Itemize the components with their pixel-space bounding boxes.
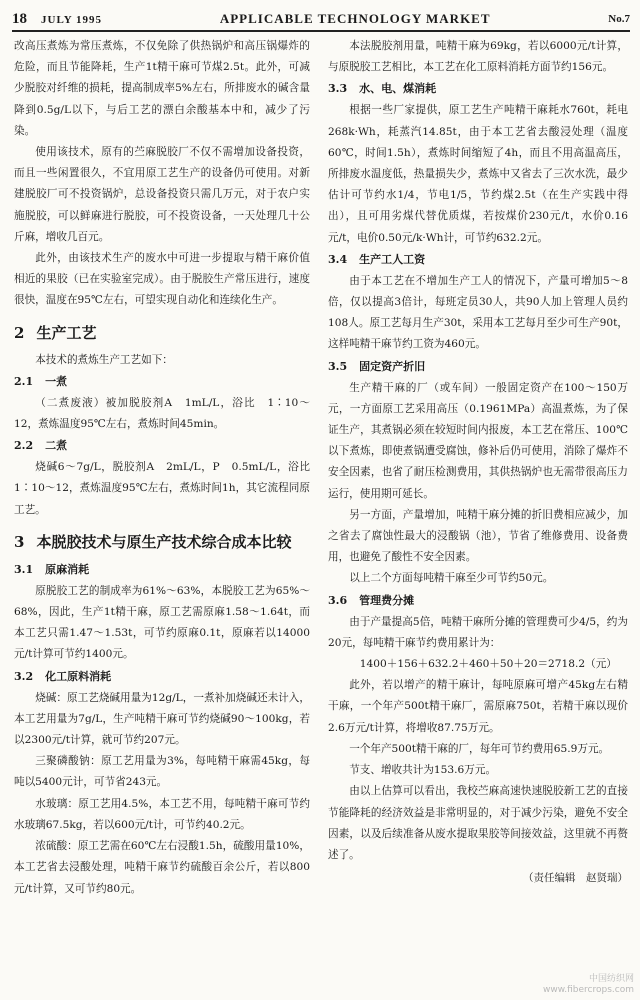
page-header (12, 8, 630, 32)
cost-formula: 1400＋156＋632.2＋460＋50＋20＝2718.2（元） (359, 658, 617, 671)
subsection-heading (14, 371, 310, 393)
paragraph: 改高压煮炼为常压煮炼，不仅免除了供热锅炉和高压锅爆炸的危险，而且节能降耗，生产1t精干麻可节煤2.5t。此外，可减少脱胶对纤维的损耗，提高制成率5%左右，所排废水的碱含量降到0.5g/L以下，与后工艺的漂白余酸基本中和，减少了污染。 (14, 40, 310, 137)
heading-text: 本脱胶技术与原生产技术综合成本比较 (36, 532, 292, 551)
heading-number: 3.2 (14, 669, 34, 683)
heading-number: 3.1 (14, 562, 34, 576)
heading-number: 3.3 (328, 82, 348, 96)
page-number: 18 (12, 10, 27, 27)
heading-text: 管理费分摊 (359, 593, 415, 607)
right-column (328, 36, 628, 982)
subsection-heading (328, 356, 628, 378)
heading-text: 固定资产折旧 (359, 359, 426, 373)
subsection-heading (328, 590, 628, 612)
watermark-line-2: www.fibercrops.com (543, 985, 634, 995)
paragraph: 本法脱胶剂用量，吨精干麻为69kg，若以6000元/t计算，与原脱胶工艺相比，本工艺在化工原料消耗方面节约156元。 (328, 40, 628, 74)
heading-number: 2.2 (14, 439, 34, 453)
paragraph: 节支、增收共计为153.6万元。 (349, 764, 497, 777)
heading-text: 生产工艺 (36, 323, 97, 342)
heading-number: 3.6 (328, 593, 348, 607)
paragraph: 根据一些厂家提供，原工艺生产吨精干麻耗水760t，耗电268k·Wh，耗蒸汽14.85t，由于本工艺省去酸浸处理（温度60℃，时间1.5h），煮炼时间缩短了4h，而且不用高温高压，所排废水温度低，热量损失少，煮炼中又省去了三次水洗，最少估计可节约水1/4，节电1/5，节约煤2.5t（在生产实践中得出），且可用劣煤代替优质煤，若按煤价230元/t，水价0.16元/t，电价0.50元/k·Wh计，可节约632.2元。 (328, 104, 628, 244)
heading-text: 生产工人工资 (359, 252, 426, 266)
paragraph: 原脱胶工艺的制成率为61%～63%，本脱胶工艺为65%～68%，因此，生产1t精干麻，原工艺需原麻1.58～1.64t，而本工艺只需1.47～1.53t，可节约原麻0.1t，原麻若以14000元/t计算可节约1400元。 (14, 584, 310, 661)
heading-number: 2.1 (14, 374, 34, 388)
paragraph: 本技术的煮炼生产工艺如下： (35, 353, 173, 366)
paragraph: 由于产量提高5倍，吨精干麻所分摊的管理费可少4/5，约为20元，每吨精干麻节约费用累计为： (328, 615, 628, 649)
heading-text: 二煮 (45, 439, 68, 453)
heading-text: 水、电、煤消耗 (359, 82, 437, 96)
heading-text: 一煮 (45, 374, 68, 388)
header-left (12, 11, 102, 28)
watermark-line-1: 中国纺织网 (588, 974, 634, 984)
paragraph: 以上二个方面每吨精干麻至少可节约50元。 (349, 572, 554, 585)
heading-number: 3 (14, 532, 25, 551)
paragraph: 浓硫酸：原工艺需在60℃左右浸酸1.5h，硫酸用量10%，本工艺省去浸酸处理，吨精干麻节约硫酸百余公斤，若以800元/t计算，又可节约80元。 (14, 840, 310, 895)
paragraph: （二煮废液）被加脱胶剂A 1mL/L，浴比 1∶10～12，煮炼温度95℃左右，煮炼时间45min。 (14, 396, 310, 431)
paragraph: 烧碱6～7g/L，脱胶剂A 2mL/L，P 0.5mL/L，浴比1∶10～12，煮炼温度95℃左右，煮炼时间1h，其它流程同原工艺。 (14, 461, 310, 516)
subsection-heading (328, 249, 628, 271)
paragraph: 由以上估算可以看出，我校苎麻高速快速脱胶新工艺的直接节能降耗的经济效益是非常明显的，对于减少污染，避免不安全因素，以及后续准备从废水提取果胶等间接效益，这里就不再赘述了。 (328, 785, 628, 861)
heading-number: 3.5 (328, 359, 348, 373)
paragraph: 由于本工艺在不增加生产工人的情况下，产量可增加5～8倍，仅以提高3倍计，每班定员30人，共90人加上管理人员约108人。原工艺每月生产30t，采用本工艺每月至少可生产90t，这样吨精干麻节约工资为460元。 (328, 274, 628, 351)
heading-text: 原麻消耗 (45, 562, 90, 576)
paragraph: 一个年产500t精干麻的厂，每年可节约费用65.9万元。 (349, 742, 610, 755)
paragraph: 生产精干麻的厂（或车间）一般固定资产在100～150万元，一方面原工艺采用高压（0.1961MPa）高温煮炼，为了保证生产，其煮锅必须在较短时间内报废，本工艺在常压、100℃以下煮炼，即使煮锅遭受腐蚀，修补后仍可使用，消除了爆炸不安全因素，也省了耐压检测费用，其供热锅炉也无需带很高压力运行，使用期可延长。 (328, 381, 628, 500)
section-heading (14, 318, 310, 348)
subsection-heading (14, 435, 310, 457)
paragraph: 使用该技术，原有的苎麻脱胶厂不仅不需增加设备投资，而且一些闲置很久，不宜用原工艺生产的设备仍可使用。对新建脱胶厂可不投资锅炉，总设备投资只需几万元，对于农户实施脱胶，可以鲜麻进行脱胶，可不投资设备，一天处理几十公斤麻，增收几百元。 (14, 146, 310, 243)
issue-date: JULY 1995 (41, 13, 103, 26)
heading-text: 化工原料消耗 (45, 669, 112, 683)
subsection-heading (14, 666, 310, 688)
paragraph: 另一方面，产量增加，吨精干麻分摊的折旧费相应减少，加之省去了腐蚀性最大的浸酸锅（池），节省了维修费用、设备费用，也避免了酸性不安全因素。 (328, 508, 628, 564)
paragraph: 此外，若以增产的精干麻计，每吨原麻可增产45kg左右精干麻，一个年产500t精干麻厂，需原麻750t，若精干麻以现价2.6万元/t计算，将增收87.75万元。 (328, 679, 628, 734)
paragraph: 三聚磷酸钠：原工艺用量为3%，每吨精干麻需45kg，每吨以5400元计，可节省243元。 (14, 755, 310, 789)
journal-title: APPLICABLE TECHNOLOGY MARKET (219, 11, 491, 26)
subsection-heading (14, 559, 310, 581)
left-column (14, 36, 310, 982)
paragraph: 烧碱：原工艺烧碱用量为12g/L，一煮补加烧碱还未计入，本工艺用量为7g/L，生产吨精干麻可节约烧碱90～100kg，若以2300元/t计算，就可节约207元。 (14, 691, 310, 747)
site-watermark (543, 974, 634, 996)
heading-number: 3.4 (328, 252, 348, 266)
paragraph: 此外，由该技术生产的废水中可进一步提取与精干麻价值相近的果胶（已在实验室完成）。由于脱胶生产常压进行，速度很快，温度在95℃左右，可望实现自动化和连续化生产。 (14, 252, 310, 307)
paragraph: 水玻璃：原工艺用4.5%，本工艺不用，每吨精干麻可节约水玻璃67.5kg，若以600元/t计，可节约40.2元。 (14, 797, 310, 831)
heading-number: 2 (14, 323, 25, 342)
issue-number: No.7 (608, 13, 630, 25)
section-heading (14, 527, 310, 557)
subsection-heading (328, 78, 628, 100)
responsible-editor: （责任编辑 赵贤瑞） (523, 872, 628, 885)
